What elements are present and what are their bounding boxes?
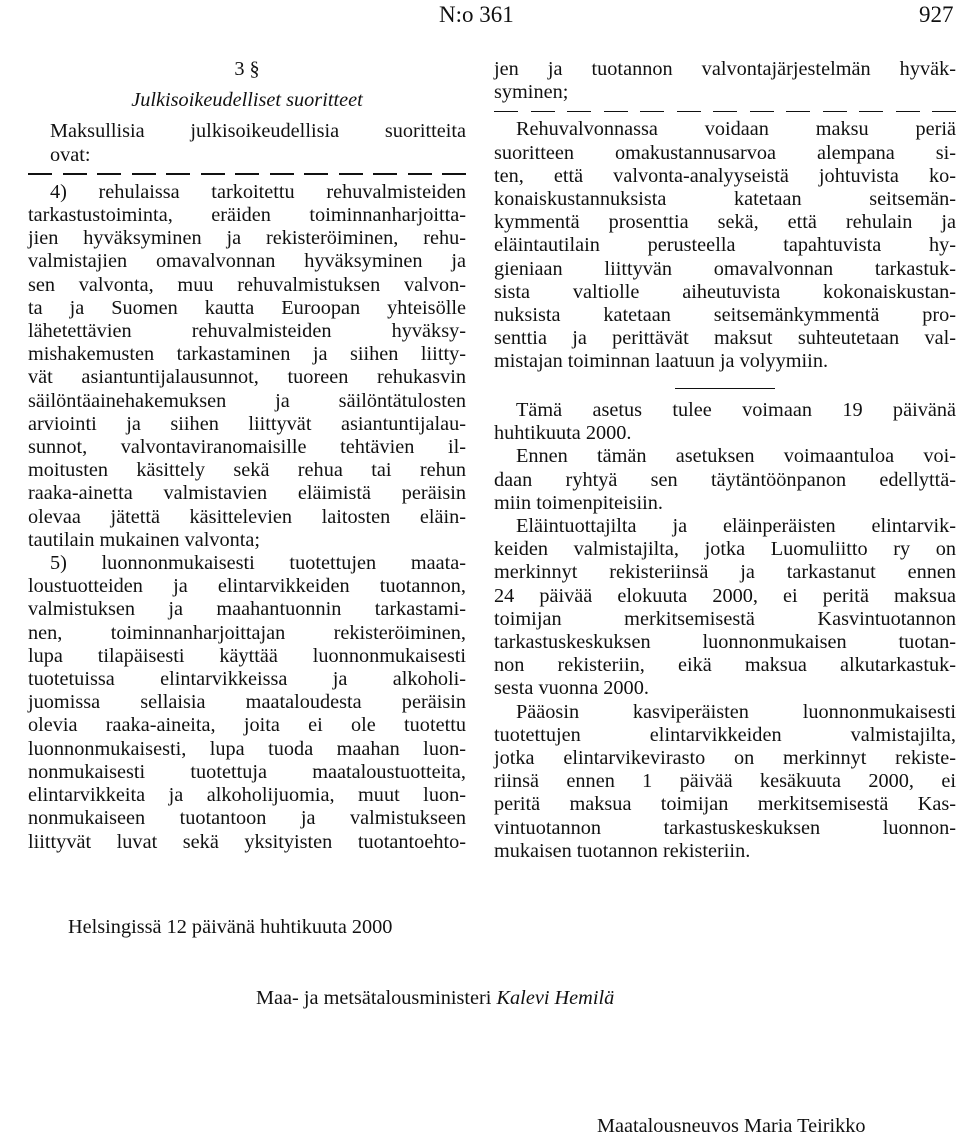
text-line: keiden valmistajilta, jotka Luomuliitto ry on (494, 538, 956, 561)
text-line: gieniaan liittyvän omavalvonnan tarkastuk- (494, 257, 956, 280)
text-line: nonmukaiseen tuotantoon ja valmistukseen (28, 807, 466, 830)
header-page-number: 927 (919, 2, 954, 27)
text-line: lähetettävien rehuvalmisteiden hyväksy- (28, 320, 466, 343)
text-line: tautilain mukainen valvonta; (28, 528, 261, 551)
text-line: olevia raaka-aineita, joita ei ole tuotettu (28, 714, 466, 737)
text-line: liittyvät luvat sekä yksityisten tuotantoehto- (28, 830, 466, 853)
text-line: syminen; (494, 81, 569, 104)
text-line: Pääosin kasviperäisten luonnonmukaisesti (516, 700, 956, 723)
text-line: nonmukaisesti tuotettuja maataloustuotteita, (28, 760, 466, 783)
section-title: Julkisoikeudelliset suoritteet (131, 89, 363, 112)
omission-dashes (494, 104, 956, 118)
text-line: toimijan merkitsemisestä Kasvintuotannon (494, 607, 956, 630)
text-line: Tämä asetus tulee voimaan 19 päivänä (516, 399, 956, 422)
section-number: 3 § (234, 58, 260, 80)
text-line: tarkastustoiminta, eräiden toiminnanharjoitta- (28, 204, 466, 227)
text-line: olevaa jätettä käsittelevien laitosten eläin- (28, 505, 466, 528)
text-line: vintuotannon tarkastuskeskuksen luonnon- (494, 816, 956, 839)
minister-signature (256, 987, 614, 1010)
text-line: ovat: (50, 143, 91, 166)
text-line: sen valvonta, muu rehuvalmistuksen valvon- (28, 273, 466, 296)
minister-name: Kalevi Hemilä (496, 987, 615, 1009)
text-line: Maksullisia julkisoikeudellisia suoritteita (50, 120, 466, 143)
text-line: luonnonmukaisesti, lupa tuoda maahan luon- (28, 737, 466, 760)
text-line: tuotetuissa elintarvikkeissa ja alkoholi- (28, 668, 466, 691)
item-4-paragraph (28, 181, 466, 552)
text-line: Rehuvalvonnassa voidaan maksu periä (516, 118, 956, 141)
text-line: sesta vuonna 2000. (494, 677, 649, 700)
text-line: nen, toiminnanharjoittajan rekisteröiminen, (28, 621, 466, 644)
text-line: miin toimenpiteisiin. (494, 491, 664, 514)
text-line: arviointi ja siihen liittyvät asiantuntijalau- (28, 412, 466, 435)
text-line: riinsä ennen 1 päivää kesäkuuta 2000, ei (494, 770, 956, 793)
text-line: vät asiantuntijalausunnot, tuoreen rehukasvin (28, 366, 466, 389)
text-line: jen ja tuotannon valvontajärjestelmän hyväk- (494, 58, 956, 80)
text-line: eläintautilain perusteella tapahtuvista hy- (494, 234, 956, 257)
text-line: nuksista katetaan seitsemänkymmentä pro- (494, 304, 956, 327)
measures-paragraph (494, 445, 956, 515)
minister-title: Maa- ja metsätalousministeri (256, 987, 492, 1009)
text-line: suoritteen omakustannusarvoa alempana si- (494, 141, 956, 164)
text-line: jien hyväksyminen ja rekisteröiminen, rehu- (28, 227, 466, 250)
text-line: sista valtiolle aiheutuvista kokonaiskustan- (494, 280, 956, 303)
text-line: konaiskustannuksista katetaan seitsemän- (494, 188, 956, 211)
text-line: 24 päivää elokuuta 2000, ei peritä maksua (494, 584, 956, 607)
text-line: juomissa sellaisia maataloudesta peräisin (28, 691, 466, 714)
text-line: kymmentä prosenttia sekä, että rehulain ja (494, 211, 956, 234)
fee-paragraph (494, 118, 956, 373)
omission-dashes (28, 167, 466, 181)
text-line: mistajan toiminnan laatuun ja volyymiin. (494, 350, 829, 373)
place-and-date: Helsingissä 12 päivänä huhtikuuta 2000 (68, 916, 393, 938)
header-document-number: N:o 361 (439, 2, 514, 27)
text-line: lupa tilapäisesti käyttää luonnonmukaisesti (28, 644, 466, 667)
text-line: raaka-ainetta valmistavien eläimistä peräisin (28, 482, 466, 505)
left-column (28, 58, 466, 854)
text-line: sunnot, valvontaviranomaisille tehtävien il- (28, 436, 466, 459)
text-line: moitusten käsittely sekä rehua tai rehun (28, 459, 466, 482)
text-line: senttia ja perittävät maksut suhteutetaan val- (494, 327, 956, 350)
text-line: loustuotteiden ja elintarvikkeiden tuotannon, (28, 575, 466, 598)
text-line: huhtikuuta 2000. (494, 422, 632, 445)
text-line: tarkastuskeskuksen luonnonmukaisen tuotan- (494, 631, 956, 654)
text-line: Eläintuottajilta ja eläinperäisten elintarvik- (516, 515, 956, 538)
text-line: jotka elintarvikevirasto on merkinnyt rekiste- (494, 747, 956, 770)
producers-paragraph (494, 515, 956, 701)
text-line: valmistuksen ja maahantuonnin tarkastami- (28, 598, 466, 621)
intro-paragraph (28, 120, 466, 166)
right-column (494, 58, 956, 863)
item-5-paragraph (28, 552, 466, 854)
text-line: daan ryhtyä sen täytäntöönpanon edellyttä- (494, 468, 956, 491)
text-line: 5) luonnonmukaisesti tuotettujen maata- (50, 552, 466, 575)
text-line: 4) rehulaissa tarkoitettu rehuvalmisteiden (50, 180, 466, 203)
text-line: Ennen tämän asetuksen voimaantuloa voi- (516, 445, 956, 468)
entry-into-force-paragraph (494, 399, 956, 445)
continuation-paragraph (494, 58, 956, 104)
text-line: elintarvikkeita ja alkoholijuomia, muut luon- (28, 784, 466, 807)
text-line: säilöntäainehakemuksen ja säilöntätulosten (28, 389, 466, 412)
text-line: mukaisen tuotannon rekisteriin. (494, 839, 751, 862)
text-line: tuotettujen elintarvikkeiden valmistajilta, (494, 723, 956, 746)
text-line: ten, että valvonta-analyyseistä johtuvista ko- (494, 164, 956, 187)
text-line: mishakemusten tarkastaminen ja siihen liitty- (28, 343, 466, 366)
plant-products-paragraph (494, 701, 956, 863)
text-line: valmistajien omavalvonnan hyväksyminen ja (28, 250, 466, 273)
advisor-signature: Maatalousneuvos Maria Teirikko (597, 1115, 866, 1137)
text-line: peritä maksua toimijan merkitsemisestä Kas- (494, 793, 956, 816)
text-line: ta ja Suomen kautta Euroopan yhteisölle (28, 296, 466, 319)
text-line: non rekisteriin, eikä maksua alkutarkastuk- (494, 654, 956, 677)
text-line: merkinnyt rekisteriinsä ja tarkastanut ennen (494, 561, 956, 584)
separator-rule (675, 388, 775, 389)
